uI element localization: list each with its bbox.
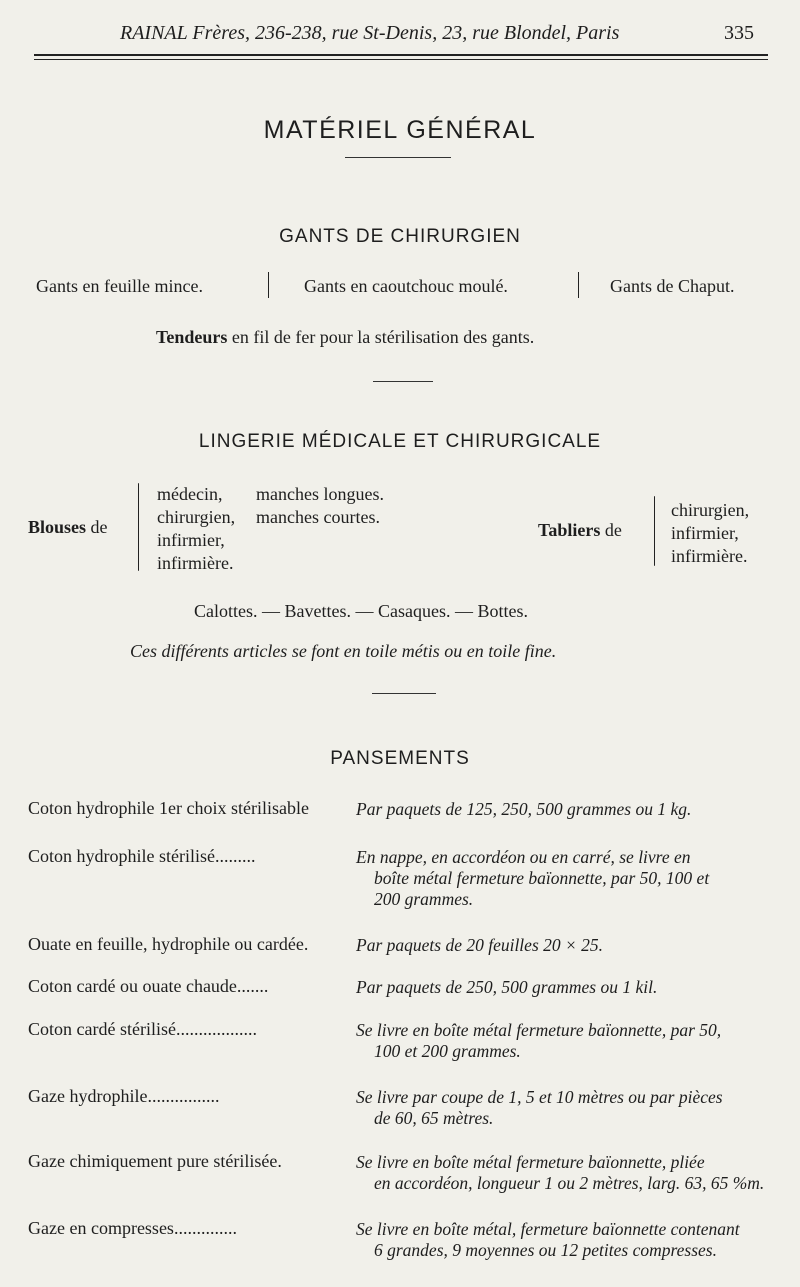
pansement-label	[28, 1218, 237, 1239]
leader-dots: .......	[236, 976, 269, 996]
tablier-item: chirurgien,	[671, 500, 750, 520]
tendeurs-line	[156, 327, 534, 348]
pansement-desc	[356, 1020, 776, 1062]
label-text: Coton cardé ou ouate chaude	[28, 976, 237, 996]
leader-dots: .........	[214, 846, 256, 866]
blouses-line	[28, 517, 108, 538]
tendeurs-label: Tendeurs	[156, 327, 228, 347]
pansement-label	[28, 976, 268, 997]
pansement-desc	[356, 799, 776, 820]
label-text: Gaze hydrophile	[28, 1086, 148, 1106]
label-text: Gaze en compresses	[28, 1218, 174, 1238]
tendeurs-text: en fil de fer pour la stérilisation des gants.	[231, 327, 535, 347]
manches-item: manches longues.	[256, 484, 384, 504]
separator	[578, 272, 579, 298]
separator	[268, 272, 269, 298]
pansement-desc	[356, 935, 776, 956]
brace	[138, 483, 139, 571]
desc-line: Par paquets de 250, 500 grammes ou 1 kil.	[356, 977, 658, 997]
section-heading-gants: GANTS DE CHIRURGIEN	[279, 226, 521, 247]
pansement-label	[28, 846, 255, 867]
tabliers-label: Tabliers	[538, 520, 601, 540]
header-rule-thick	[34, 54, 768, 56]
blouse-item: infirmière.	[157, 553, 234, 573]
pansement-desc	[356, 1087, 776, 1129]
desc-line: 100 et 200 grammes.	[374, 1041, 521, 1061]
desc-line: 6 grandes, 9 moyennes ou 12 petites compresses.	[374, 1240, 717, 1260]
section-heading-pansements: PANSEMENTS	[330, 748, 470, 769]
blouse-item: chirurgien,	[157, 507, 236, 527]
blouse-item: médecin,	[157, 484, 223, 504]
blouse-item: infirmier,	[157, 530, 225, 550]
blouses-label: Blouses	[28, 517, 87, 537]
title-underline	[345, 157, 451, 158]
pansement-label: Coton hydrophile 1er choix stérilisable	[28, 798, 309, 818]
leader-dots: ..................	[175, 1019, 257, 1039]
header-rule-thin	[34, 59, 768, 60]
desc-line: Se livre en boîte métal fermeture baïonnette, pliée	[356, 1152, 705, 1172]
desc-line: Se livre en boîte métal, fermeture baïonnette contenant	[356, 1219, 740, 1239]
tabliers-de: de	[604, 520, 622, 540]
section-heading-lingerie: LINGERIE MÉDICALE ET CHIRURGICALE	[198, 431, 602, 452]
leader-dots: ................	[147, 1086, 220, 1106]
desc-line: Se livre par coupe de 1, 5 et 10 mètres ou par pièces	[356, 1087, 723, 1107]
desc-line: de 60, 65 mètres.	[374, 1108, 494, 1128]
pansement-desc	[356, 977, 776, 998]
label-text: Coton hydrophile stérilisé	[28, 846, 215, 866]
blouses-de: de	[90, 517, 108, 537]
page-number: 335	[724, 22, 754, 44]
tablier-item: infirmière.	[671, 546, 748, 566]
label-text: Coton cardé stérilisé	[28, 1019, 176, 1039]
tabliers-line	[538, 520, 622, 541]
pansement-desc	[356, 1219, 776, 1261]
pansement-desc	[356, 847, 776, 910]
running-title: RAINAL Frères, 236-238, rue St-Denis, 23, rue Blondel, Paris	[120, 22, 620, 44]
gants-item: Gants de Chaput.	[610, 276, 735, 296]
tablier-item: infirmier,	[671, 523, 739, 543]
desc-line: en accordéon, longueur 1 ou 2 mètres, larg. 63, 65 %m.	[374, 1173, 765, 1193]
pansement-label	[28, 1086, 219, 1107]
desc-line: boîte métal fermeture baïonnette, par 50, 100 et	[374, 868, 710, 888]
desc-line: Par paquets de 125, 250, 500 grammes ou 1 kg.	[356, 799, 692, 819]
page-title: MATÉRIEL GÉNÉRAL	[263, 116, 537, 144]
section-rule	[373, 381, 433, 382]
leader-dots: ..............	[173, 1218, 237, 1238]
misc-items: Calottes. — Bavettes. — Casaques. — Bottes.	[194, 601, 528, 621]
desc-line: 200 grammes.	[374, 889, 474, 909]
pansement-label: Gaze chimiquement pure stérilisée.	[28, 1151, 282, 1171]
desc-line: En nappe, en accordéon ou en carré, se livre en	[356, 847, 691, 867]
gants-item: Gants en caoutchouc moulé.	[304, 276, 508, 296]
brace	[654, 496, 655, 566]
desc-line: Par paquets de 20 feuilles 20 × 25.	[356, 935, 604, 955]
pansement-label: Ouate en feuille, hydrophile ou cardée.	[28, 934, 309, 954]
desc-line: Se livre en boîte métal fermeture baïonnette, par 50,	[356, 1020, 722, 1040]
lingerie-note: Ces différents articles se font en toile métis ou en toile fine.	[130, 641, 557, 661]
gants-item: Gants en feuille mince.	[36, 276, 203, 296]
pansement-desc	[356, 1152, 776, 1194]
running-header	[120, 22, 760, 45]
section-rule	[372, 693, 436, 694]
pansement-label	[28, 1019, 257, 1040]
manches-item: manches courtes.	[256, 507, 380, 527]
